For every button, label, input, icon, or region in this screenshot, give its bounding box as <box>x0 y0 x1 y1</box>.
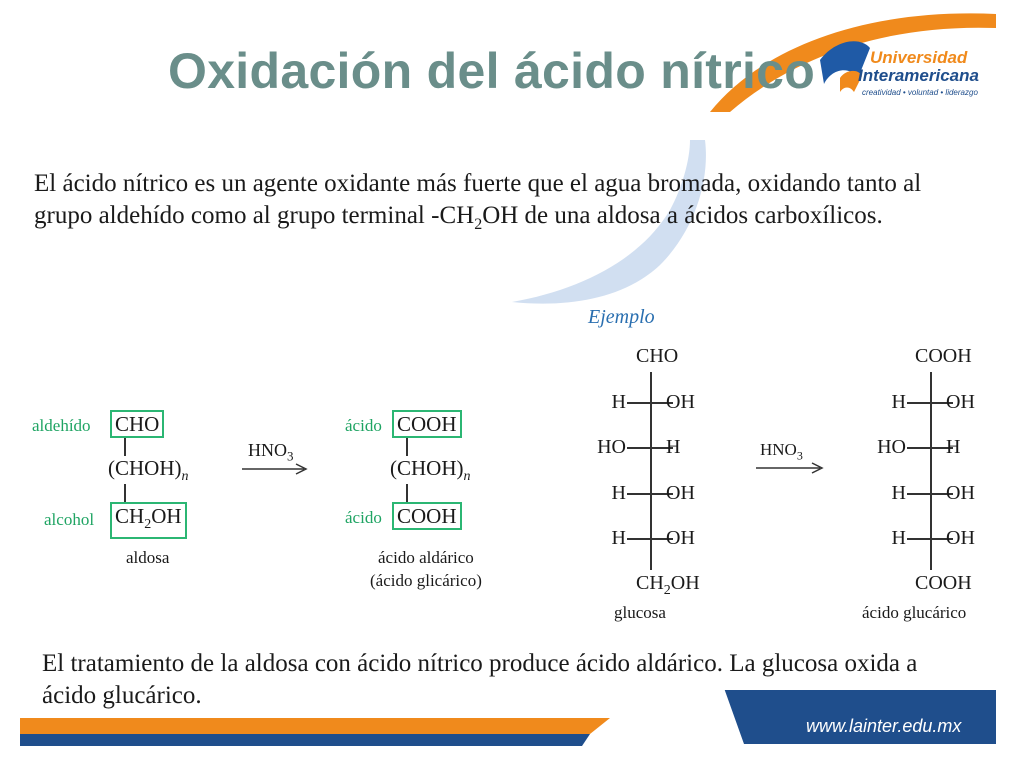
glucaric-row-2-right: H <box>946 436 961 458</box>
intro-subscript: 2 <box>474 216 483 233</box>
acid-bond-top <box>406 438 408 456</box>
glucose-row-1-left: H <box>611 391 626 413</box>
glucaric-row-3-left: H <box>891 482 906 504</box>
glucose-row-2-right: H <box>666 436 681 458</box>
acid-chain: $(CHOH)_n$ <box>390 456 471 485</box>
intro-text-a: El ácido nítrico es un agente oxidante más fuerte que el agua bromada, oxidando tanto al grupo aldehído como al grupo terminal -CH <box>34 170 922 229</box>
example-reagent-hno3: $HNO_3$ <box>760 440 803 463</box>
reaction-arrow-2 <box>754 461 826 475</box>
glucaric-row-1-right: OH <box>946 391 975 413</box>
reaction-arrow-1 <box>240 462 310 476</box>
glucose-row-4-left: H <box>611 527 626 549</box>
logo-tagline: creatividad • voluntad • liderazgo <box>862 88 978 97</box>
glucose-row-2-left: HO <box>597 436 626 458</box>
aldose-bond-bottom <box>124 484 126 502</box>
logo-line1: Universidad <box>870 48 968 67</box>
aldose-bond-top <box>124 438 126 456</box>
aldose-name: aldosa <box>126 548 170 567</box>
glucaric-bottom: COOH <box>915 572 972 594</box>
aldose-cho-box: CHO <box>110 410 164 438</box>
acid-bond-bottom <box>406 484 408 502</box>
acid-cooh-bottom-box: COOH <box>392 502 462 530</box>
glucose-name: glucosa <box>614 603 666 622</box>
glucaric-top: COOH <box>915 345 972 367</box>
glucaric-row-4-left: H <box>891 527 906 549</box>
glucaric-row-3-right: OH <box>946 482 975 504</box>
aldose-ch2oh-box: $CH_2OH$ <box>110 502 187 539</box>
outro-paragraph: El tratamiento de la aldosa con ácido nítrico produce ácido aldárico. La glucosa oxida a ácido glucárico. <box>42 650 918 709</box>
acid-cooh-top-box: COOH <box>392 410 462 438</box>
acid-name-alt: (ácido glicárico) <box>370 571 482 590</box>
glucaric-name: ácido glucárico <box>862 603 967 622</box>
glucose-row-3-left: H <box>611 482 626 504</box>
intro-text-b: OH de una aldosa a ácidos carboxílicos. <box>482 202 883 229</box>
glucose-row-1-right: OH <box>666 391 695 413</box>
example-heading: Ejemplo <box>588 306 655 328</box>
acid-name: ácido aldárico <box>378 548 474 567</box>
glucose-row-3-right: OH <box>666 482 695 504</box>
footer-url[interactable]: www.lainter.edu.mx <box>806 716 962 736</box>
label-alcohol: alcohol <box>44 510 95 529</box>
label-acid-bottom: ácido <box>345 508 382 527</box>
glucaric-row-2-left: HO <box>877 436 906 458</box>
glucose-top: CHO <box>636 345 679 367</box>
slide-title: Oxidación del ácido nítrico <box>168 43 816 99</box>
reagent-hno3: $HNO_3$ <box>248 440 294 464</box>
intro-paragraph <box>34 168 974 241</box>
label-acid-top: ácido <box>345 416 382 435</box>
glucose-row-4-right: OH <box>666 527 695 549</box>
label-aldehyde: aldehído <box>32 416 91 435</box>
glucose-bottom: $CH_2OH$ <box>636 572 700 598</box>
logo-line2: Interamericana <box>858 66 979 85</box>
glucaric-row-4-right: OH <box>946 527 975 549</box>
aldose-chain: $(CHOH)_n$ <box>108 456 189 485</box>
glucaric-row-1-left: H <box>891 391 906 413</box>
